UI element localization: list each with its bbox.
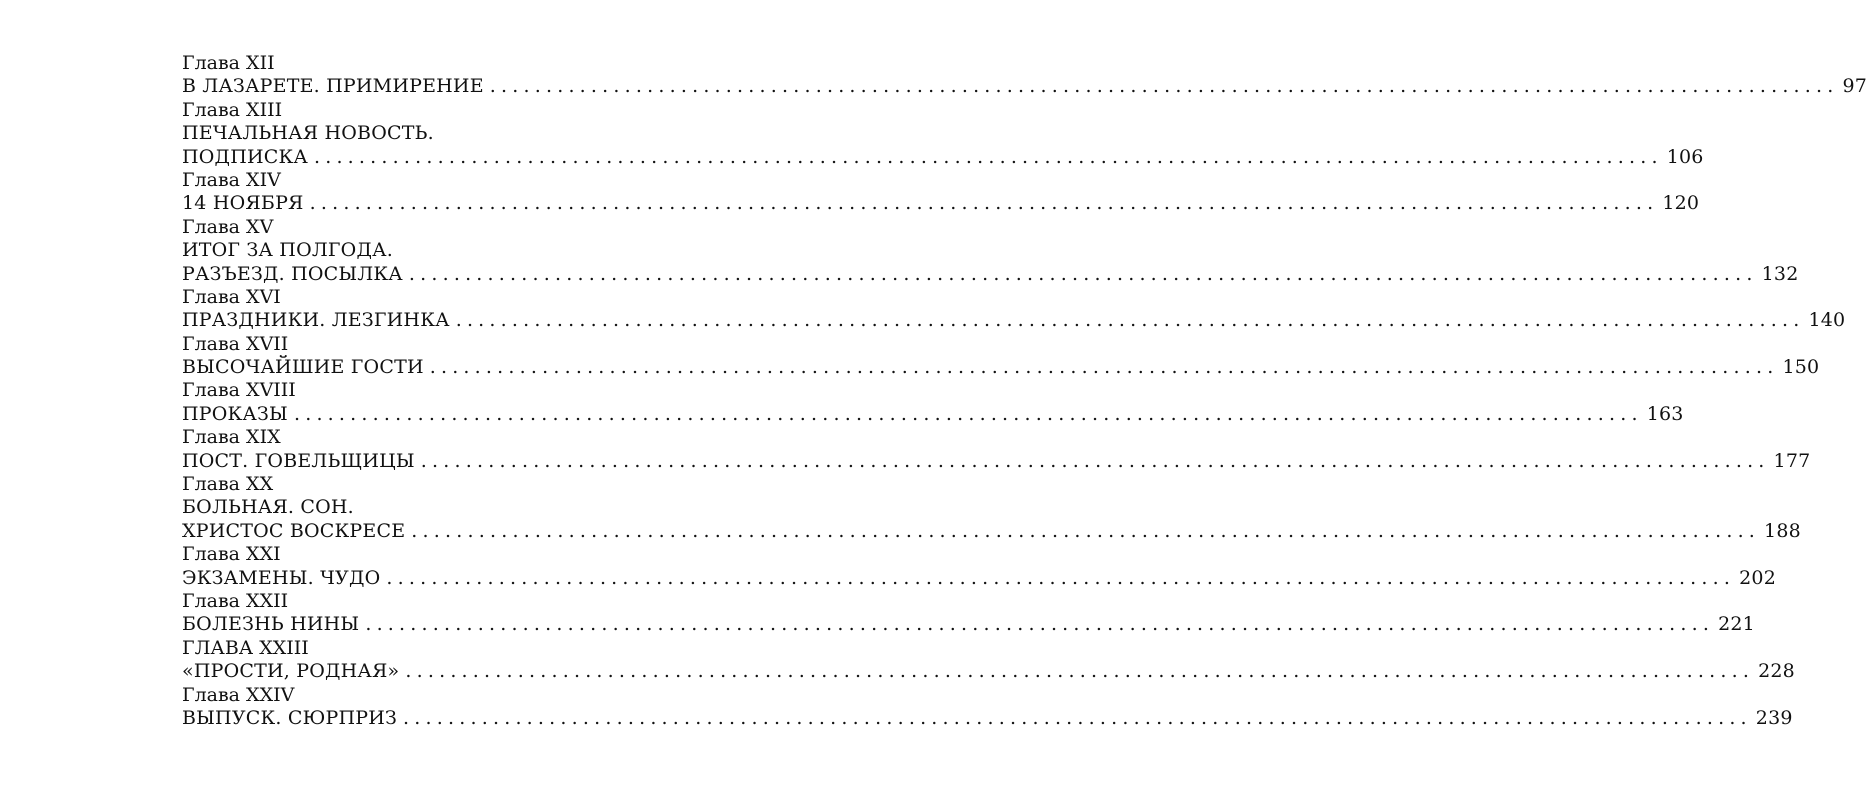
chapter-title-row <box>182 566 1777 590</box>
dot-leader: ........................................................................................................................ <box>313 145 1663 168</box>
toc-entry <box>182 473 1801 543</box>
chapter-title-row <box>182 309 1846 332</box>
chapter-label: Глава XXII <box>182 589 289 612</box>
chapter-title-row <box>182 706 1793 730</box>
dot-leader: ........................................................................................................................ <box>455 309 1805 332</box>
chapter-title: ХРИСТОС ВОСКРЕСЕ <box>182 519 406 542</box>
chapter-title: ПРОКАЗЫ <box>182 402 288 425</box>
toc-entry <box>182 543 1777 590</box>
chapter-label: Глава XVI <box>182 285 281 308</box>
chapter-label: ГЛАВА XXIII <box>182 636 309 659</box>
chapter-title: ПОДПИСКА <box>182 145 308 168</box>
chapter-label: Глава XXIV <box>182 683 295 706</box>
chapter-title-row <box>182 75 1867 98</box>
dot-leader: ........................................................................................................................ <box>309 192 1659 215</box>
table-of-contents <box>182 52 1867 730</box>
chapter-title: ВЫСОЧАЙШИЕ ГОСТИ <box>182 356 424 379</box>
page-number: 228 <box>1758 660 1795 683</box>
dot-leader: ........................................................................................................................ <box>429 356 1779 379</box>
page-number: 140 <box>1808 309 1846 332</box>
page-number: 202 <box>1739 566 1777 589</box>
chapter-title-row <box>182 519 1801 543</box>
chapter-title: ПРАЗДНИКИ. ЛЕЗГИНКА <box>182 309 450 332</box>
toc-entry <box>182 215 1799 286</box>
chapter-title-row <box>182 356 1820 379</box>
page-number: 221 <box>1718 613 1755 636</box>
dot-leader: ........................................................................................................................ <box>411 519 1761 542</box>
toc-entry <box>182 589 1755 637</box>
chapter-title-row <box>182 402 1684 426</box>
chapter-label: Глава XIII <box>182 98 283 121</box>
toc-entry <box>182 332 1820 380</box>
page-number: 177 <box>1773 449 1811 472</box>
dot-leader: ........................................................................................................................ <box>403 706 1752 729</box>
chapter-title-line: БОЛЬНАЯ. СОН. <box>182 496 354 519</box>
chapter-title-row <box>182 613 1755 636</box>
chapter-title-line: ПЕЧАЛЬНАЯ НОВОСТЬ. <box>182 122 434 145</box>
toc-entry <box>182 285 1846 333</box>
chapter-title: «ПРОСТИ, РОДНАЯ» <box>182 660 400 683</box>
page-number: 97 <box>1842 75 1867 98</box>
toc-entry <box>182 636 1795 684</box>
toc-entry <box>182 683 1793 731</box>
toc-entry <box>182 52 1867 99</box>
chapter-title: БОЛЕЗНЬ НИНЫ <box>182 613 360 636</box>
page-number: 132 <box>1761 262 1799 285</box>
chapter-label: Глава XVII <box>182 332 289 355</box>
chapter-label: Глава XIV <box>182 168 281 191</box>
chapter-title-row <box>182 192 1700 215</box>
toc-entry <box>182 426 1811 473</box>
chapter-label: Глава XIX <box>182 426 281 449</box>
dot-leader: ........................................................................................................................ <box>386 566 1736 589</box>
chapter-label: Глава XX <box>182 473 274 496</box>
chapter-title-row <box>182 145 1704 169</box>
page-number: 120 <box>1662 192 1700 215</box>
page-number: 150 <box>1782 356 1820 379</box>
toc-entry <box>182 98 1704 169</box>
chapter-label: Глава XVIII <box>182 379 296 402</box>
dot-leader: ........................................................................................................................ <box>408 262 1758 285</box>
chapter-title: В ЛАЗАРЕТЕ. ПРИМИРЕНИЕ <box>182 75 484 98</box>
page-number: 163 <box>1646 402 1684 425</box>
chapter-title: ВЫПУСК. СЮРПРИЗ <box>182 706 398 729</box>
dot-leader: ........................................................................................................................ <box>405 660 1755 683</box>
chapter-title-row <box>182 449 1811 473</box>
chapter-title: ЭКЗАМЕНЫ. ЧУДО <box>182 566 381 589</box>
toc-entry <box>182 379 1684 426</box>
chapter-title-line: ИТОГ ЗА ПОЛГОДА. <box>182 239 393 262</box>
chapter-title-row <box>182 262 1799 286</box>
page-number: 106 <box>1666 145 1704 168</box>
chapter-title: 14 НОЯБРЯ <box>182 192 304 215</box>
toc-entry <box>182 168 1700 216</box>
chapter-title: РАЗЪЕЗД. ПОСЫЛКА <box>182 262 403 285</box>
page-number: 188 <box>1764 519 1801 542</box>
chapter-label: Глава XXI <box>182 543 281 566</box>
page-number: 239 <box>1755 706 1793 729</box>
chapter-title-row <box>182 660 1795 683</box>
dot-leader: ........................................................................................................................ <box>489 75 1839 98</box>
chapter-label: Глава XV <box>182 215 274 238</box>
dot-leader: ........................................................................................................................ <box>420 449 1770 472</box>
dot-leader: ........................................................................................................................ <box>365 613 1715 636</box>
chapter-label: Глава XII <box>182 52 275 74</box>
dot-leader: ........................................................................................................................ <box>293 402 1643 425</box>
chapter-title: ПОСТ. ГОВЕЛЬЩИЦЫ <box>182 449 415 472</box>
